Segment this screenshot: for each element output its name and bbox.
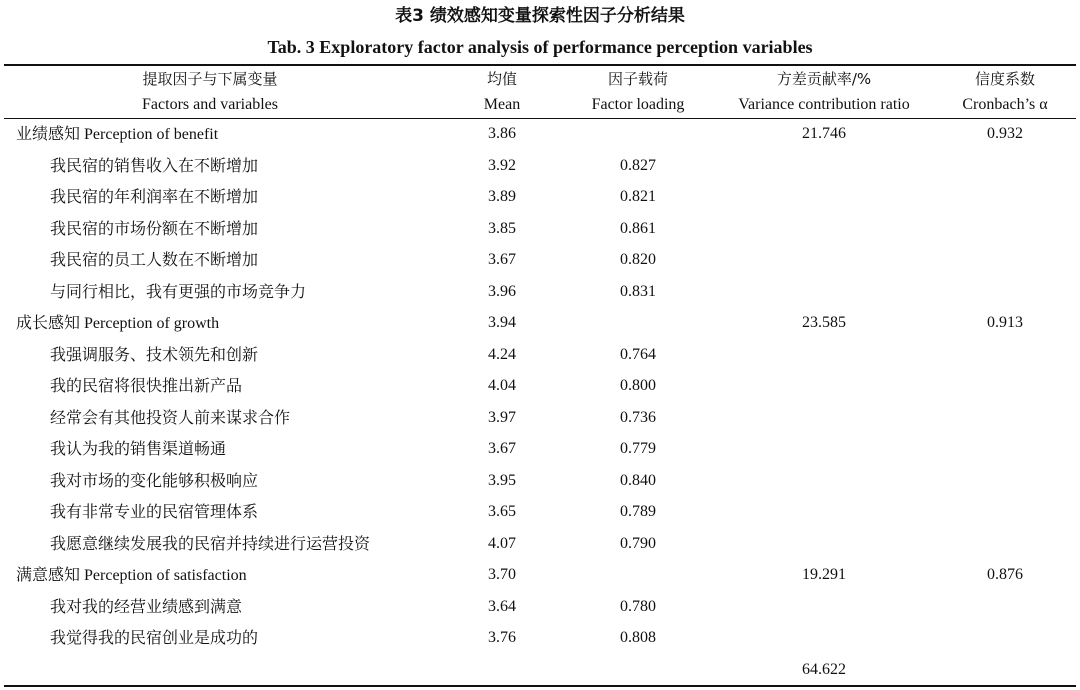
row-name-zh: 我有非常专业的民宿管理体系 [50, 502, 259, 521]
loading-cell: 0.861 [620, 220, 656, 237]
mean-cell: 3.96 [488, 283, 516, 300]
mean-cell: 4.04 [488, 377, 516, 394]
mean-cell: 4.24 [488, 346, 516, 363]
loading-cell [588, 559, 688, 590]
row-name-zh: 我民宿的年利润率在不断增加 [50, 187, 259, 206]
table-row [0, 622, 1080, 653]
header-alpha-zh: 信度系数 [974, 70, 1035, 88]
loading-cell: 0.831 [620, 283, 656, 300]
header-variance-zh: 方差贡献率/% [776, 70, 872, 88]
table-row [0, 370, 1080, 401]
table-row [0, 433, 1080, 464]
alpha-cell: 0.913 [987, 314, 1023, 331]
alpha-cell [955, 213, 1055, 244]
loading-cell: 0.840 [620, 472, 656, 489]
row-name [50, 244, 258, 275]
mean-cell: 3.89 [488, 188, 516, 205]
alpha-cell [955, 181, 1055, 212]
table-row [0, 465, 1080, 496]
alpha-cell [955, 654, 1055, 685]
mean-cell: 3.67 [488, 251, 516, 268]
row-name [50, 622, 258, 653]
alpha-cell [955, 402, 1055, 433]
row-name [16, 307, 219, 338]
loading-cell: 0.736 [620, 409, 656, 426]
header-loading-zh: 因子载荷 [607, 70, 668, 88]
mean-cell: 3.95 [488, 472, 516, 489]
mean-cell [452, 654, 552, 685]
table-title-zh: 表3 绩效感知变量探索性因子分析结果 [395, 6, 685, 26]
mean-cell: 3.85 [488, 220, 516, 237]
loading-cell: 0.820 [620, 251, 656, 268]
alpha-cell [955, 150, 1055, 181]
row-name [50, 496, 258, 527]
row-name [50, 402, 290, 433]
row-name-zh: 成长感知 [16, 313, 81, 332]
variance-cell: 23.585 [802, 314, 846, 331]
alpha-cell [955, 433, 1055, 464]
alpha-cell [955, 591, 1055, 622]
table-row [0, 150, 1080, 181]
mean-cell: 3.67 [488, 440, 516, 457]
mean-cell: 3.86 [488, 125, 516, 142]
mean-cell: 3.76 [488, 629, 516, 646]
loading-cell: 0.808 [620, 629, 656, 646]
total-row [0, 654, 1080, 685]
row-name [50, 465, 258, 496]
row-name-zh: 我认为我的销售渠道畅通 [50, 439, 227, 458]
row-name [50, 213, 258, 244]
row-name-zh: 我民宿的销售收入在不断增加 [50, 156, 259, 175]
alpha-cell [955, 244, 1055, 275]
row-name [50, 433, 226, 464]
row-name-zh: 我的民宿将很快推出新产品 [50, 376, 243, 395]
row-name-en: Perception of growth [84, 315, 220, 332]
loading-cell: 0.779 [620, 440, 656, 457]
alpha-cell [955, 276, 1055, 307]
row-name [16, 559, 247, 590]
variance-cell [774, 433, 874, 464]
mean-cell: 3.92 [488, 157, 516, 174]
bottom-rule [4, 685, 1076, 687]
row-name-zh: 我对市场的变化能够积极响应 [50, 471, 259, 490]
row-name-zh: 我民宿的市场份额在不断增加 [50, 219, 259, 238]
table-row [0, 402, 1080, 433]
loading-cell: 0.821 [620, 188, 656, 205]
header-mean [452, 67, 552, 117]
variance-cell [774, 591, 874, 622]
row-name [50, 339, 258, 370]
row-name-zh: 我强调服务、技术领先和创新 [50, 345, 259, 364]
variance-cell [774, 528, 874, 559]
row-name [50, 150, 258, 181]
table-row [0, 339, 1080, 370]
mean-cell: 3.97 [488, 409, 516, 426]
row-name-zh: 与同行相比，我有更强的市场竞争力 [50, 282, 307, 301]
top-rule [4, 64, 1076, 66]
header-alpha [935, 67, 1075, 117]
variance-cell [774, 150, 874, 181]
header-factor-zh: 提取因子与下属变量 [142, 70, 278, 88]
row-name [50, 591, 242, 622]
header-mean-en: Mean [483, 96, 521, 113]
factor-row [0, 307, 1080, 338]
mean-cell: 3.94 [488, 314, 516, 331]
row-name [50, 181, 258, 212]
loading-cell: 0.764 [620, 346, 656, 363]
mean-cell: 3.65 [488, 503, 516, 520]
loading-cell: 0.789 [620, 503, 656, 520]
table-title-en: Tab. 3 Exploratory factor analysis of performance perception variables [267, 37, 813, 57]
header-factor [60, 67, 360, 117]
table-row [0, 528, 1080, 559]
row-name [16, 118, 218, 149]
mean-cell: 4.07 [488, 535, 516, 552]
loading-cell: 0.800 [620, 377, 656, 394]
variance-cell [774, 181, 874, 212]
table-row [0, 591, 1080, 622]
variance-cell [774, 402, 874, 433]
mean-cell: 3.70 [488, 566, 516, 583]
loading-cell: 0.780 [620, 598, 656, 615]
variance-cell: 21.746 [802, 125, 846, 142]
alpha-cell [955, 339, 1055, 370]
table-row [0, 244, 1080, 275]
header-mean-zh: 均值 [486, 70, 517, 88]
alpha-cell [955, 622, 1055, 653]
loading-cell: 0.790 [620, 535, 656, 552]
row-name [50, 370, 242, 401]
header-loading-en: Factor loading [591, 96, 685, 113]
alpha-cell [955, 465, 1055, 496]
loading-cell [588, 118, 688, 149]
row-name-zh: 我愿意继续发展我的民宿并持续进行运营投资 [50, 534, 371, 553]
variance-cell [774, 244, 874, 275]
variance-cell [774, 496, 874, 527]
header-variance [714, 67, 934, 117]
factor-row [0, 559, 1080, 590]
row-name-zh: 我民宿的员工人数在不断增加 [50, 250, 259, 269]
variance-cell [774, 622, 874, 653]
table-row [0, 496, 1080, 527]
row-name-en: Perception of satisfaction [84, 567, 247, 584]
row-name-zh: 我觉得我的民宿创业是成功的 [50, 628, 259, 647]
alpha-cell: 0.932 [987, 125, 1023, 142]
header-loading [568, 67, 708, 117]
row-name-zh: 经常会有其他投资人前来谋求合作 [50, 408, 291, 427]
row-name [50, 528, 370, 559]
variance-cell [774, 339, 874, 370]
mean-cell: 3.64 [488, 598, 516, 615]
variance-cell [774, 370, 874, 401]
table-row [0, 181, 1080, 212]
header-variance-en: Variance contribution ratio [738, 96, 910, 113]
alpha-cell [955, 528, 1055, 559]
variance-cell: 64.622 [802, 661, 846, 678]
loading-cell [588, 654, 688, 685]
row-name-en: Perception of benefit [84, 126, 219, 143]
table-row [0, 276, 1080, 307]
variance-cell: 19.291 [802, 566, 846, 583]
factor-row [0, 118, 1080, 149]
alpha-cell [955, 496, 1055, 527]
row-name-zh: 我对我的经营业绩感到满意 [50, 597, 243, 616]
alpha-cell: 0.876 [987, 566, 1023, 583]
row-name-zh: 满意感知 [16, 565, 81, 584]
loading-cell: 0.827 [620, 157, 656, 174]
variance-cell [774, 276, 874, 307]
header-alpha-en: Cronbach’s α [962, 96, 1048, 113]
loading-cell [588, 307, 688, 338]
row-name [50, 276, 306, 307]
header-factor-en: Factors and variables [142, 96, 278, 113]
row-name-zh: 业绩感知 [16, 124, 81, 143]
variance-cell [774, 465, 874, 496]
variance-cell [774, 213, 874, 244]
alpha-cell [955, 370, 1055, 401]
table-row [0, 213, 1080, 244]
